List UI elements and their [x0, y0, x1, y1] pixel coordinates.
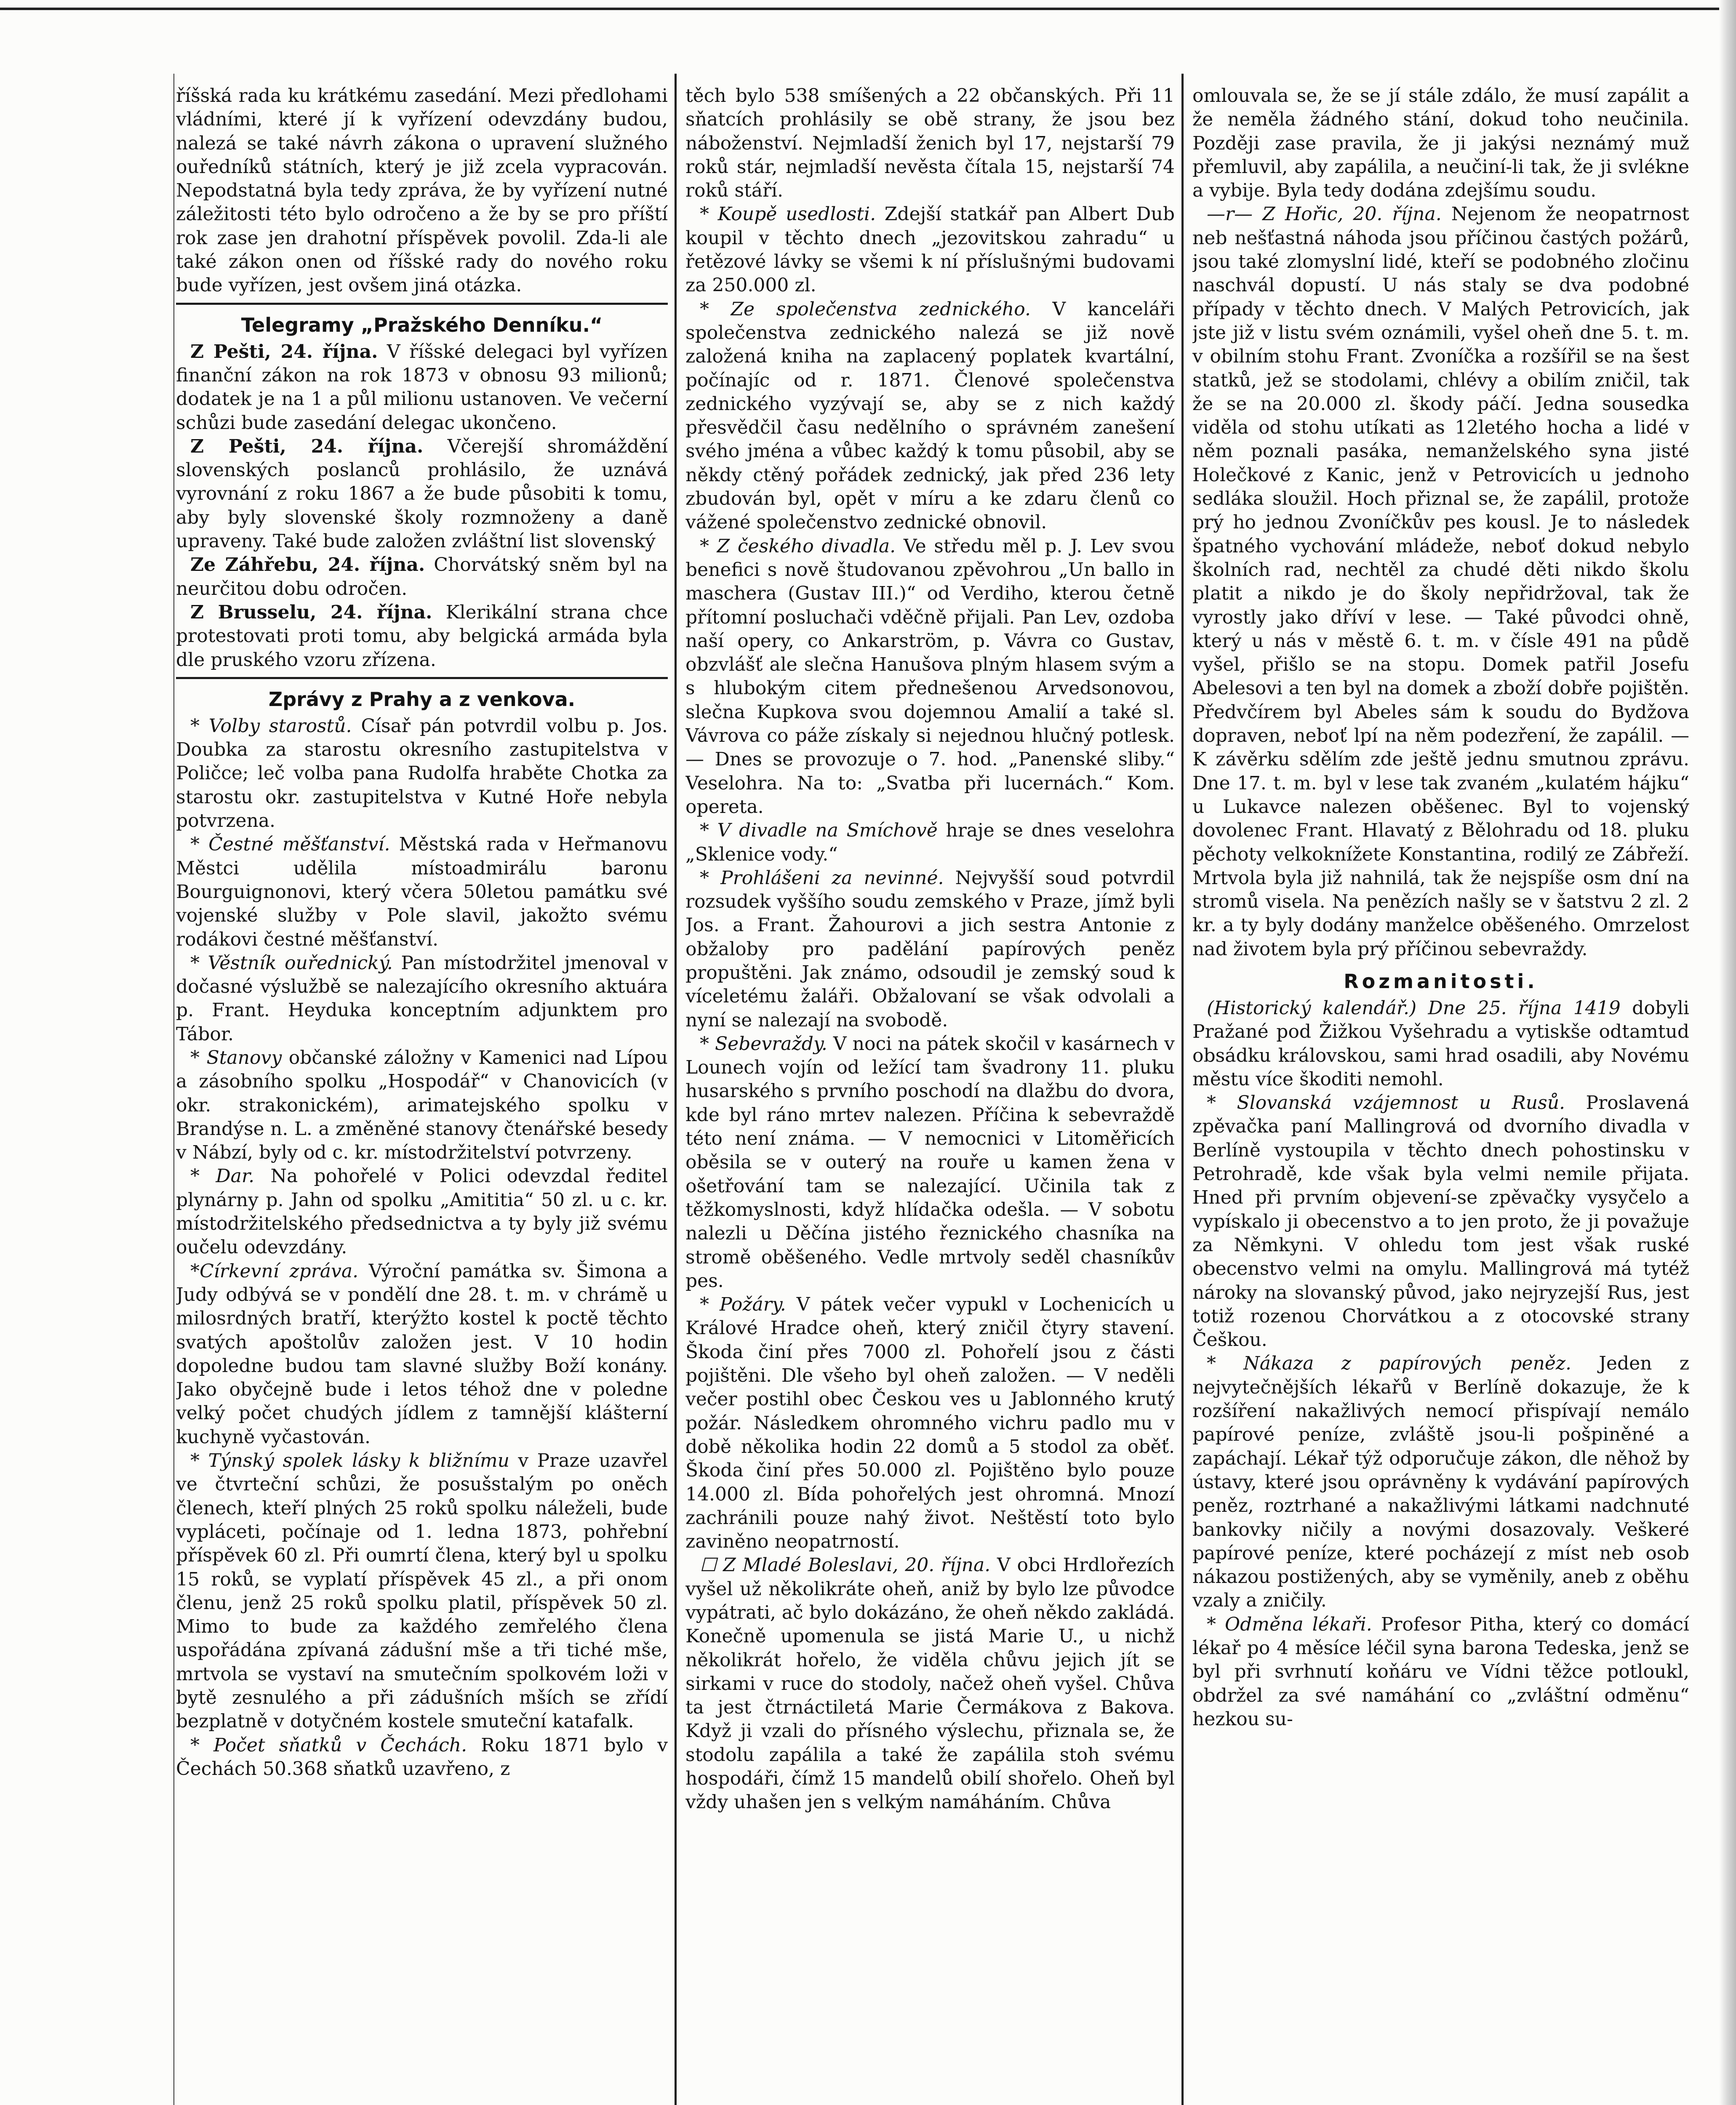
article-text: těch bylo 538 smíšených a 22 občanských. Při 11 sňatcích prohlásily se obě strany, že jsou bez náboženství. Nejmladší ženich byl 17, nejstarší 79 roků stár, nejmladší nevěsta čítala 15, nejstarší 74 roků stáří. [685, 85, 1175, 202]
news-item-text: občanské záložny v Kamenici nad Lípou a zásobního spolku „Hospodář“ v Chanovicích (v okr. strakonickém), arimatejského spolku v Brandýse n. L. a změněné stanovy čtenářské besedy v Nábzí, byly od c. kr. místodržitelství potvrzeny. [176, 1047, 668, 1164]
news-item-text: hraje se dnes veselohra „Sklenice vody.“ [685, 820, 1175, 865]
news-item-title: * Slovanská vzájemnost u Rusů. [1207, 1092, 1565, 1114]
news-item-text: V kanceláři společenstva zednického nalezá se již nově založená kniha na zaplacený poplatek kvartální, počínajíc od r. 1871. Členové společenstva zednického vyzývají se, aby se z nich každý přesvědčil času nedělního o správném zanešení svého jména a vůbec každý k tomu působil, aby se někdy ctěný pořádek zednický, jak před 236 lety zbudován byl, opět v míru a ke zdaru členů co vážené společenstvo zednické obnovil. [685, 298, 1175, 533]
news-item-title: * Z českého divadla. [700, 535, 896, 557]
news-item [685, 298, 1175, 535]
telegram-dateline: Ze Záhřebu, 24. října. [190, 554, 425, 576]
telegram-item [176, 553, 668, 601]
news-item-text: Nejvyšší soud potvrdil rozsudek vyššího soudu zemského v Praze, jímž byli Jos. a Frant. Žahourovi a jich sestra Antonie z obžaloby pro padělání papírových peněz propuštěni. Jak známo, odsoudil je zemský soud k víceletému žaláři. Obžalovaní se však odvolali a nyní se nalezají na svobodě. [685, 867, 1175, 1031]
news-item-title: * Odměna lékaři. [1207, 1613, 1372, 1635]
news-item-title: * Koupě usedlosti. [700, 203, 876, 225]
top-rule [0, 8, 1736, 10]
news-item [176, 951, 668, 1046]
news-item-text: Profesor Pitha, který co domácí lékař po 4 měsíce léčil syna barona Tedeska, jenž se byl při svrhnutí koňáru ve Vídni těžce potloukl, obdržel za své namáhání co „zvláštní odměnu“ hezkou su- [1192, 1613, 1689, 1730]
news-item-text: Císař pán potvrdil volbu p. Jos. Doubka za starostu okresního zastupitelstva v Poličce; leč volba pana Rudolfa hraběte Chotka za starostu okr. zastupitelstva v Kutné Hoře nebyla potvrzena. [176, 715, 668, 832]
news-item [1192, 1091, 1689, 1352]
news-item-title: * Volby starostů. [190, 715, 352, 737]
news-item-text: dobyli Pražané pod Žižkou Vyšehradu a vytiskše odtamtud obsádku královskou, sami hrad osadili, aby Novému městu více škoditi nemohl. [1192, 997, 1689, 1090]
news-item-title: * Dar. [190, 1165, 255, 1187]
telegram-dateline: Z Brusselu, 24. října. [190, 601, 432, 623]
telegram-dateline: Z Pešti, 24. října. [190, 435, 424, 457]
news-item-text: Na pohořelé v Polici odevzdal ředitel plynárny p. Jahn od spolku „Amititia“ 50 zl. u c. kr. místodržitelského předsednictva a ty byly již svému oučelu odevzdány. [176, 1165, 668, 1258]
news-item [176, 714, 668, 833]
article-text: říšská rada ku krátkému zasedání. Mezi předlohami vládními, které jí k vyřízení odevzdány budou, nalezá se také návrh zákona o upravení služného ouředníků státních, který je již zcela vypracován. Nepodstatná byla tedy zpráva, že by vyřízení nutné záležitosti této bylo odročeno a že by se pro příští rok zase jen drahotní příspěvek povolil. Zda-li ale také zákon onen od říšské rady do nového roku bude vyřízen, jest ovšem jiná otázka. [176, 85, 668, 296]
news-item [1192, 1613, 1689, 1731]
news-item [685, 819, 1175, 866]
news-item [685, 866, 1175, 1032]
section-rule [176, 303, 668, 305]
news-item [176, 1046, 668, 1164]
news-item-text: Nejenom že neopatrnost neb nešťastná náhoda jsou příčinou častých požárů, jsou také zlomyslní lidé, kteří se podobného zločinu naschvál dopustí. U nás staly se dva podobné případy v těchto dnech. V Malých Petrovicích, jak jste již v listu svém oznámili, vyšel oheň dne 5. t. m. v obilním stohu Frant. Zvoníčka a rozšířil se na šest statků, jež se stodolami, chlévy a obilím zničil, tak že se na 20.000 zl. škody páčí. Jedna sousedka viděla od stohu utíkati as 12letého hocha a lidé v něm poznali pasáka, nemanželského syna jisté Holečkové z Kanic, jenž v Petrovicích u jednoho sedláka sloužil. Hoch přiznal se, že zapálil, protože prý ho jednou Zvoníčkův pes kousl. Je to následek špatného vychování mládeže, neboť dokud nebylo školních rad, nechtěl za chudé děti nikdo školu platit a nikdo je do školy nepřidržoval, tak že vyrostly jako dříví v lese. — Také původci ohně, který u nás v městě 6. t. m. v čísle 491 na půdě vyšel, přišlo se na stopu. Domek patřil Josefu Abelesovi a ten byl na domek a zboží dobře pojištěn. Předvčírem byl Abeles sám k soudu do Bydžova dopraven, neboť lpí na něm podezření, že zapálil. — K závěrku sdělím zde ještě jednu smutnou zprávu. Dne 17. t. m. byl v lese tak zvaném „kulatém hájku“ u Lukavce nalezen oběšenec. Byl to vojenský dovolenec Frant. Hlavatý z Bělohradu od 18. pluku pěchoty velkoknížete Konstantina, rodilý ze Zábřeží. Mrtvola byla již nahnilá, tak že nejspíše osm dní na stromů visela. Na penězích našly se v šatstvu 2 zl. 2 kr. a ty byly dodány manželce oběšeného. Omrzelost nad životem byla prý příčinou sebevraždy. [1192, 203, 1689, 960]
telegram-text: Klerikální strana chce protestovati proti tomu, aby belgická armáda byla dle pruského vzoru zřízena. [176, 601, 668, 671]
news-item-title: * Sebevraždy. [700, 1033, 827, 1055]
news-item-text: Roku 1871 bylo v Čechách 50.368 sňatků uzavřeno, z [176, 1734, 668, 1780]
news-item-title: * V divadle na Smíchově [700, 820, 938, 842]
news-item [685, 1553, 1175, 1814]
news-item [176, 1449, 668, 1734]
news-item-title: (Historický kalendář.) Dne 25. října 1419 [1207, 997, 1621, 1019]
news-item-title: *Církevní zpráva. [190, 1260, 359, 1282]
news-item-title: * Čestné měšťanství. [190, 834, 390, 855]
telegram-item [176, 601, 668, 672]
news-item-title: * Týnský spolek lásky k bližnímu [190, 1450, 509, 1472]
news-item [685, 203, 1175, 297]
telegram-item [176, 435, 668, 553]
column-divider-2 [1181, 74, 1184, 2105]
heading-news: Zprávy z Prahy a z venkova. [268, 687, 576, 711]
news-item-text: Výroční památka sv. Šimona a Judy odbývá se v pondělí dne 28. t. m. v chrámě u milosrdných bratří, kterýžto kostel k poctě těchto svatých apoštolův založen jest. V 10 hodin dopoledne budou tam slavné služby Boží konány. Jako obyčejně bude i letos téhož dne v poledne velký počet chudých jídlem z tamnější klášterní kuchyně vyčastován. [176, 1260, 668, 1448]
news-item [1192, 1352, 1689, 1612]
news-item-text: Proslavená zpěvačka paní Mallingrová od dvorního divadla v Berlíně vystoupila v těchto dnech pohostinsku v Petrohradě, kde však byla velmi nemile přijata. Hned při prvním objevení-se zpěvačky vysyčelo a vypískalo ji obecenstvo a to jen proto, že ji považuje za Němkyni. V ohledu tom jest však ruské obecenstvo velmi na omylu. Mallingrová má tytéž nároky na slovanský původ, jako nejryzejší Rus, jest totiž rozenou Chorvátkou a z otocovské strany Češkou. [1192, 1092, 1689, 1351]
news-item [176, 1260, 668, 1449]
telegram-text: V říšské delegaci byl vyřízen finanční zákon na rok 1873 v obnosu 93 milionů; dodatek je na 1 a půl milionu ustanoven. Ve večerní schůzi bude zasedání delegac ukončeno. [176, 341, 668, 434]
news-item-text: Zdejší statkář pan Albert Dub koupil v těchto dnech „jezovitskou zahradu“ u řetězové lávky se všemi k ní příslušnými budovami za 250.000 zl. [685, 203, 1175, 296]
section-rule [176, 677, 668, 679]
news-item-text: Městská rada v Heřmanovu Městci udělila místoadmirálu baronu Bourguignonovi, který včera 50letou památku své vojenské služby v Pole slavil, jakožto svému rodákovi čestné měšťanství. [176, 834, 668, 950]
column-divider-1 [675, 74, 677, 2105]
column-2 [685, 84, 1175, 2105]
article-text: omlouvala se, že se jí stále zdálo, že musí zapálit a že neměla žádného stání, dokud toho neučinila. Později zase pravila, že ji jakýsi neznámý muž přemluvil, aby zapálila, a neučiní-li tak, že ji svlékne a vybije. Byla tedy dodána zdejšímu soudu. [1192, 85, 1689, 202]
news-item-text: V noci na pátek skočil v kasárnech v Lounech vojín od ležící tam švadrony 11. pluku husarského s prvního poschodí na dlažbu do dvora, kde byl ráno mrtev nalezen. Příčina k sebevraždě této není známa. — V nemocnici v Litoměřicích oběsila se v outerý na rouře u kamen žena v ošetřování tam se nalezající. Učinila tak z těžkomyslnosti, když hlídačka odešla. — V sobotu nalezli u Děčína jistého řeznického chasníka na stromě oběšeného. Vedle mrtvoly seděl chasníkův pes. [685, 1033, 1175, 1292]
news-item-title: * Stanovy [190, 1047, 282, 1068]
news-item-text: V obci Hrdlořezích vyšel už několikráte oheň, aniž by bylo lze původce vypátrati, ač bylo dokázáno, že oheň někdo zakládá. Konečně upomenula se jistá Marie U., u nichž několikrát hořelo, že viděla chůvu jejich jít se sirkami v ruce do stodoly, načež oheň vyšel. Chůva ta jest čtrnáctiletá Marie Čermákova z Bakova. Když ji vzali do přísného výslechu, přiznala se, že stodolu zapálila a také že zapálila stoh svému hospodáři, čímž 15 mandelů obilí shořelo. Oheň byl vždy uhašen jen s velkým namáháním. Chůva [685, 1554, 1175, 1813]
news-item [685, 1293, 1175, 1553]
news-item-text: Ve středu měl p. J. Lev svou benefici s nově študovanou zpěvohrou „Un ballo in maschera (Gustav III.)“ od Verdiho, kterou četně přítomní posluchači vděčně přijali. Pan Lev, ozdoba naší opery, co Ankarström, p. Vávra co Gustav, obzvlášť ale slečna Hanušova plným hlasem svým a s hlubokým citem přednešenou Arvedsonovou, slečna Kupkova svou dojemnou Amalií a také sl. Vávrova co páže získaly si nejednou hlučný potlesk. — Dnes se provozuje o 7. hod. „Panenské sliby.“ Veselohra. Na to: „Svatba při lucernách.“ Kom. opereta. [685, 535, 1175, 818]
left-frame-line [173, 74, 174, 2105]
news-item [176, 1164, 668, 1259]
news-item-text: Jeden z nejvytečnějších lékařů v Berlíně dokazuje, že k rozšíření nakažlivých nemocí přispívají nemálo papírové peníze, zvláště jsou-li pošpiněné a zapáchají. Lékař týž odporučuje zákon, dle něhož by ústavy, které jsou oprávněny k vydávání papírových peněz, roztrhané a nakažlivými látkami nadchnuté bankovky ničily a novými dosazovaly. Veškeré papírové peníze, které pocházejí z míst neb osob nákazou postižených, aby se vyměnily, aneb z oběhu vzaly a zničily. [1192, 1353, 1689, 1612]
news-item [1192, 997, 1689, 1091]
news-item-title: * Počet sňatků v Čechách. [190, 1734, 467, 1756]
news-item [685, 1032, 1175, 1293]
news-item-title: * Ze společenstva zednického. [700, 298, 1031, 320]
news-item-title: * Nákaza z papírových peněz. [1207, 1353, 1571, 1375]
news-item-title: ☐ Z Mladé Boleslavi, 20. října. [700, 1554, 991, 1576]
telegram-dateline: Z Pešti, 24. října. [190, 341, 378, 362]
news-item-text: Pan místodržitel jmenoval v dočasné výslužbě se nalezajícího okresního aktuára p. Frant. Heyduka konceptním adjunktem pro Tábor. [176, 952, 668, 1045]
heading-telegrams: Telegramy „Pražského Denníku.“ [241, 313, 603, 336]
news-item [176, 833, 668, 951]
column-3 [1192, 84, 1689, 2105]
heading-miscellany: Rozmanitosti. [1344, 970, 1538, 993]
news-item-text: v Praze uzavřel ve čtvrteční schůzi, že posušstalým po oněch členech, kteří plných 25 roků spolku náleželi, bude vypláceti, počínaje od 1. ledna 1873, pohřební příspěvek 60 zl. Při oumrtí člena, který byl u spolku 15 roků, se vyplatí příspěvek 45 zl., a při onom členu, jenž 25 roků spolku platil, příspěvek 50 zl. Mimo to bude za každého zemřelého člena uspořádána zpívaná zádušní mše a tři tiché mše, mrtvola se vystaví na smutečním spolkovém loži v bytě zesnulého a při zádušních mších se zřídí bezplatně v dotyčném kostele smuteční katafalk. [176, 1450, 668, 1732]
news-item [685, 535, 1175, 819]
page-edge-shadow [1719, 0, 1736, 2105]
column-1 [176, 84, 668, 2105]
news-item [1192, 203, 1689, 961]
news-item-title: * Prohlášeni za nevinné. [700, 867, 944, 889]
news-item-title: * Věstník ouřednický. [190, 952, 393, 974]
news-item [176, 1734, 668, 1781]
telegram-item [176, 340, 668, 435]
telegram-text: Chorvátský sněm byl na neurčitou dobu odročen. [176, 554, 668, 600]
news-item-title: —r— Z Hořic, 20. října. [1207, 203, 1442, 225]
news-item-text: V pátek večer vypukl v Lochenicích u Králové Hradce oheň, který zničil čtyry stavení. Škoda činí přes 7000 zl. Pohořelí jsou z části pojištěni. Dle všeho byl oheň založen. — V neděli večer postihl obec Českou ves u Jablonného krutý požár. Následkem ohromného vichru padlo mu v době několika hodin 22 domů a 5 stodol za oběť. Škoda činí přes 50.000 zl. Pojištěno bylo pouze 14.000 zl. Bída pohořelých jest ohromná. Mnozí zachránili pouze nahý život. Neštěstí toto bylo zaviněno neopatrností. [685, 1294, 1175, 1553]
news-item-title: * Požáry. [700, 1294, 786, 1316]
telegram-text: Včerejší shromáždění slovenských poslanců prohlásilo, že uznává vyrovnání z roku 1867 a že bude působiti k tomu, aby byly slovenské školy rozmnoženy a daně upraveny. Také bude založen zvláštní list slovenský [176, 435, 668, 552]
